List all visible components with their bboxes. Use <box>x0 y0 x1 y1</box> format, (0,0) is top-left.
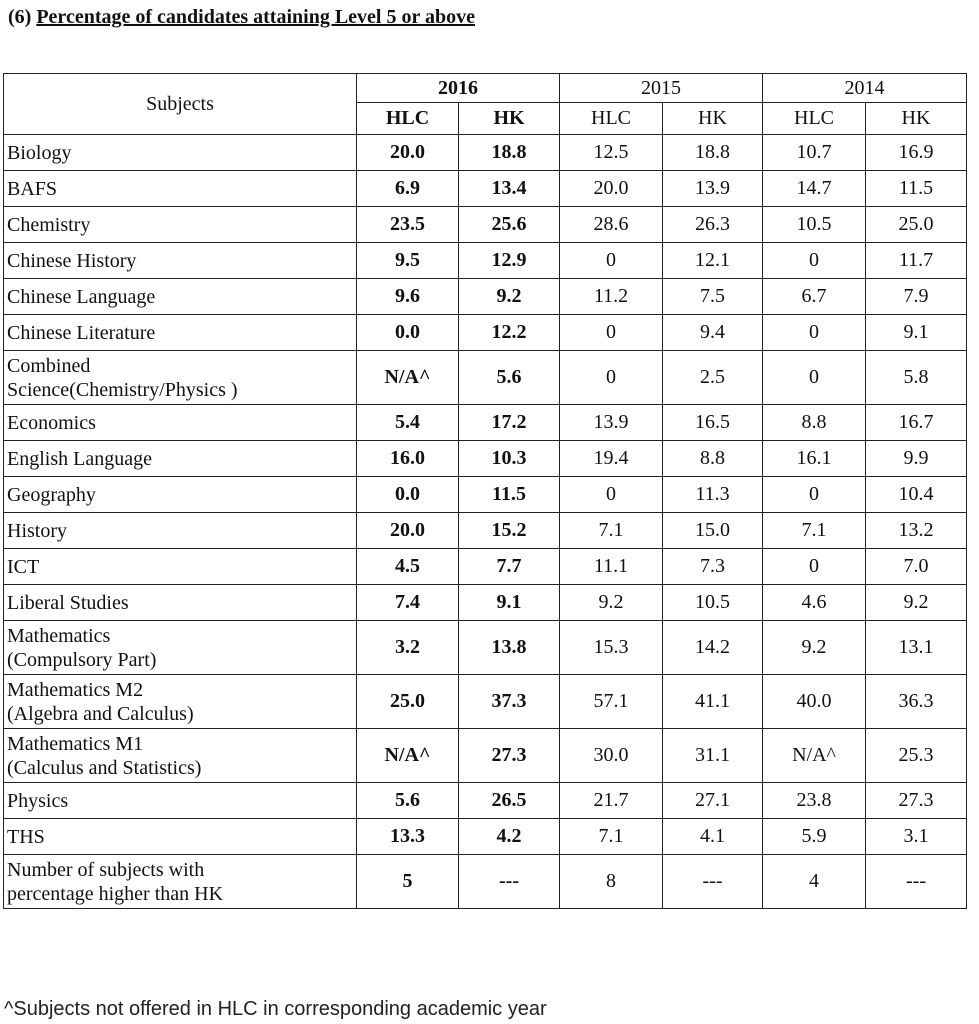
cell-hlc-2014: 0 <box>763 351 866 405</box>
cell-hlc-2014: 4.6 <box>763 585 866 621</box>
cell-hlc-2014: 0 <box>763 243 866 279</box>
cell-hlc-2016: N/A^ <box>357 351 459 405</box>
cell-hk-2016: 11.5 <box>459 477 560 513</box>
subject-name-line: History <box>7 519 67 542</box>
cell-hk-2015: 41.1 <box>663 675 763 729</box>
heading-number: (6) <box>8 6 32 28</box>
cell-hk-2014: 25.3 <box>866 729 967 783</box>
table-row <box>4 135 967 171</box>
col-header-hk-2016: HK <box>459 103 560 135</box>
subject-name-line: (Compulsory Part) <box>7 648 157 671</box>
cell-hk-2016: 10.3 <box>459 441 560 477</box>
cell-hk-2015: 15.0 <box>663 513 763 549</box>
table-row <box>4 513 967 549</box>
subject-name-line: Number of subjects with <box>7 858 205 881</box>
subject-name <box>4 315 357 351</box>
cell-hk-2015: 31.1 <box>663 729 763 783</box>
cell-hlc-2014: 10.5 <box>763 207 866 243</box>
cell-hlc-2016: 5.6 <box>357 783 459 819</box>
cell-hk-2014: 27.3 <box>866 783 967 819</box>
cell-hlc-2015: 57.1 <box>560 675 663 729</box>
subject-name-line: THS <box>7 825 45 848</box>
header-row-years <box>4 74 967 103</box>
subject-name-line: (Calculus and Statistics) <box>7 756 202 779</box>
subject-name <box>4 441 357 477</box>
subject-name-line: (Algebra and Calculus) <box>7 702 194 725</box>
cell-hlc-2014: 10.7 <box>763 135 866 171</box>
subject-name <box>4 171 357 207</box>
col-header-hlc-2015: HLC <box>560 103 663 135</box>
cell-hlc-2015: 13.9 <box>560 405 663 441</box>
cell-hlc-2014: 0 <box>763 549 866 585</box>
subject-name-line: Chemistry <box>7 213 91 236</box>
cell-hk-2016: 7.7 <box>459 549 560 585</box>
cell-hlc-2014: 9.2 <box>763 621 866 675</box>
table-row <box>4 783 967 819</box>
subject-name <box>4 279 357 315</box>
cell-hk-2014: --- <box>866 855 967 909</box>
table-row <box>4 171 967 207</box>
subject-name <box>4 405 357 441</box>
cell-hk-2016: 18.8 <box>459 135 560 171</box>
subject-name-line: Liberal Studies <box>7 591 129 614</box>
cell-hlc-2015: 7.1 <box>560 819 663 855</box>
table-row <box>4 477 967 513</box>
cell-hk-2016: 5.6 <box>459 351 560 405</box>
cell-hlc-2016: N/A^ <box>357 729 459 783</box>
cell-hk-2014: 9.9 <box>866 441 967 477</box>
table-row <box>4 243 967 279</box>
cell-hk-2016: 37.3 <box>459 675 560 729</box>
cell-hk-2014: 3.1 <box>866 819 967 855</box>
cell-hlc-2016: 13.3 <box>357 819 459 855</box>
cell-hk-2015: 12.1 <box>663 243 763 279</box>
cell-hlc-2016: 0.0 <box>357 315 459 351</box>
results-table <box>3 73 967 909</box>
cell-hlc-2016: 3.2 <box>357 621 459 675</box>
table-row <box>4 621 967 675</box>
cell-hlc-2015: 21.7 <box>560 783 663 819</box>
subject-name-line: Combined <box>7 354 91 377</box>
footnote: ^Subjects not offered in HLC in corresponding academic year <box>4 998 547 1020</box>
subject-name <box>4 585 357 621</box>
year-header-2016: 2016 <box>357 74 560 103</box>
cell-hlc-2014: 40.0 <box>763 675 866 729</box>
cell-hlc-2016: 23.5 <box>357 207 459 243</box>
cell-hk-2015: 7.5 <box>663 279 763 315</box>
cell-hlc-2015: 11.1 <box>560 549 663 585</box>
cell-hlc-2016: 5 <box>357 855 459 909</box>
cell-hlc-2016: 0.0 <box>357 477 459 513</box>
cell-hlc-2015: 19.4 <box>560 441 663 477</box>
cell-hlc-2015: 28.6 <box>560 207 663 243</box>
cell-hlc-2014: 0 <box>763 315 866 351</box>
subject-name-line: Mathematics M1 <box>7 732 144 755</box>
cell-hk-2014: 10.4 <box>866 477 967 513</box>
table-row <box>4 675 967 729</box>
cell-hk-2014: 11.5 <box>866 171 967 207</box>
subjects-header: Subjects <box>4 74 357 135</box>
cell-hlc-2016: 4.5 <box>357 549 459 585</box>
subject-name <box>4 675 357 729</box>
subject-name <box>4 855 357 909</box>
cell-hk-2014: 7.0 <box>866 549 967 585</box>
cell-hlc-2015: 0 <box>560 315 663 351</box>
cell-hlc-2014: 5.9 <box>763 819 866 855</box>
cell-hk-2014: 25.0 <box>866 207 967 243</box>
subject-name-line: percentage higher than HK <box>7 882 224 905</box>
cell-hk-2016: 27.3 <box>459 729 560 783</box>
cell-hk-2015: 9.4 <box>663 315 763 351</box>
cell-hk-2015: 14.2 <box>663 621 763 675</box>
subject-name-line: Science(Chemistry/Physics ) <box>7 378 238 401</box>
cell-hlc-2016: 7.4 <box>357 585 459 621</box>
cell-hk-2015: 16.5 <box>663 405 763 441</box>
subject-name-line: Chinese Literature <box>7 321 156 344</box>
cell-hk-2016: 25.6 <box>459 207 560 243</box>
cell-hlc-2016: 9.5 <box>357 243 459 279</box>
cell-hk-2015: 2.5 <box>663 351 763 405</box>
cell-hk-2016: 9.1 <box>459 585 560 621</box>
cell-hlc-2016: 25.0 <box>357 675 459 729</box>
cell-hk-2015: 4.1 <box>663 819 763 855</box>
subject-name-line: BAFS <box>7 177 58 200</box>
cell-hlc-2015: 8 <box>560 855 663 909</box>
cell-hlc-2014: 8.8 <box>763 405 866 441</box>
cell-hk-2014: 16.7 <box>866 405 967 441</box>
table-row <box>4 315 967 351</box>
cell-hlc-2015: 11.2 <box>560 279 663 315</box>
subject-name <box>4 549 357 585</box>
cell-hk-2015: 27.1 <box>663 783 763 819</box>
table-row <box>4 819 967 855</box>
subject-name <box>4 351 357 405</box>
subject-name <box>4 243 357 279</box>
subject-name-line: Geography <box>7 483 96 506</box>
cell-hlc-2016: 6.9 <box>357 171 459 207</box>
cell-hlc-2016: 5.4 <box>357 405 459 441</box>
subject-name <box>4 207 357 243</box>
cell-hlc-2015: 12.5 <box>560 135 663 171</box>
cell-hk-2015: 11.3 <box>663 477 763 513</box>
cell-hlc-2016: 20.0 <box>357 513 459 549</box>
cell-hk-2014: 13.1 <box>866 621 967 675</box>
cell-hlc-2014: 16.1 <box>763 441 866 477</box>
col-header-hlc-2016: HLC <box>357 103 459 135</box>
table-row <box>4 855 967 909</box>
cell-hk-2015: 7.3 <box>663 549 763 585</box>
cell-hk-2016: 13.8 <box>459 621 560 675</box>
cell-hlc-2014: 0 <box>763 477 866 513</box>
col-header-hlc-2014: HLC <box>763 103 866 135</box>
cell-hlc-2015: 7.1 <box>560 513 663 549</box>
subject-name <box>4 729 357 783</box>
cell-hlc-2014: 14.7 <box>763 171 866 207</box>
year-header-2014: 2014 <box>763 74 967 103</box>
heading-title: Percentage of candidates attaining Level 5 or above <box>36 6 475 28</box>
cell-hk-2016: 15.2 <box>459 513 560 549</box>
subject-name-line: Chinese Language <box>7 285 156 308</box>
cell-hk-2015: --- <box>663 855 763 909</box>
cell-hk-2015: 8.8 <box>663 441 763 477</box>
cell-hk-2014: 9.2 <box>866 585 967 621</box>
cell-hk-2015: 13.9 <box>663 171 763 207</box>
table-row <box>4 549 967 585</box>
subject-name-line: ICT <box>7 555 40 578</box>
cell-hlc-2016: 16.0 <box>357 441 459 477</box>
cell-hk-2015: 10.5 <box>663 585 763 621</box>
subject-name <box>4 819 357 855</box>
subject-name <box>4 621 357 675</box>
cell-hlc-2015: 0 <box>560 477 663 513</box>
cell-hlc-2016: 20.0 <box>357 135 459 171</box>
cell-hk-2016: 12.2 <box>459 315 560 351</box>
subject-name <box>4 783 357 819</box>
table-row <box>4 585 967 621</box>
subject-name-line: Chinese History <box>7 249 137 272</box>
subject-name <box>4 477 357 513</box>
table-row <box>4 351 967 405</box>
table-row <box>4 441 967 477</box>
cell-hk-2016: 4.2 <box>459 819 560 855</box>
cell-hlc-2014: 4 <box>763 855 866 909</box>
cell-hlc-2015: 30.0 <box>560 729 663 783</box>
cell-hlc-2015: 0 <box>560 243 663 279</box>
subject-name-line: Mathematics <box>7 624 111 647</box>
cell-hk-2015: 18.8 <box>663 135 763 171</box>
cell-hk-2016: 17.2 <box>459 405 560 441</box>
cell-hk-2014: 9.1 <box>866 315 967 351</box>
cell-hlc-2015: 9.2 <box>560 585 663 621</box>
cell-hlc-2014: N/A^ <box>763 729 866 783</box>
cell-hk-2016: 13.4 <box>459 171 560 207</box>
subject-name <box>4 513 357 549</box>
cell-hlc-2015: 20.0 <box>560 171 663 207</box>
cell-hk-2014: 13.2 <box>866 513 967 549</box>
cell-hk-2016: 26.5 <box>459 783 560 819</box>
subject-name-line: Biology <box>7 141 72 164</box>
col-header-hk-2015: HK <box>663 103 763 135</box>
subject-name-line: Physics <box>7 789 69 812</box>
table-row <box>4 207 967 243</box>
cell-hk-2014: 7.9 <box>866 279 967 315</box>
page-heading <box>8 6 475 29</box>
cell-hlc-2014: 23.8 <box>763 783 866 819</box>
cell-hk-2016: --- <box>459 855 560 909</box>
cell-hlc-2015: 0 <box>560 351 663 405</box>
subject-name-line: Mathematics M2 <box>7 678 144 701</box>
cell-hk-2015: 26.3 <box>663 207 763 243</box>
year-header-2015: 2015 <box>560 74 763 103</box>
cell-hk-2016: 12.9 <box>459 243 560 279</box>
cell-hk-2014: 5.8 <box>866 351 967 405</box>
subject-name <box>4 135 357 171</box>
cell-hk-2014: 36.3 <box>866 675 967 729</box>
cell-hlc-2016: 9.6 <box>357 279 459 315</box>
table-row <box>4 405 967 441</box>
cell-hlc-2014: 7.1 <box>763 513 866 549</box>
cell-hk-2014: 16.9 <box>866 135 967 171</box>
table-row <box>4 279 967 315</box>
subject-name-line: English Language <box>7 447 152 470</box>
subject-name-line: Economics <box>7 411 96 434</box>
col-header-hk-2014: HK <box>866 103 967 135</box>
cell-hk-2014: 11.7 <box>866 243 967 279</box>
cell-hk-2016: 9.2 <box>459 279 560 315</box>
table-row <box>4 729 967 783</box>
cell-hlc-2015: 15.3 <box>560 621 663 675</box>
cell-hlc-2014: 6.7 <box>763 279 866 315</box>
